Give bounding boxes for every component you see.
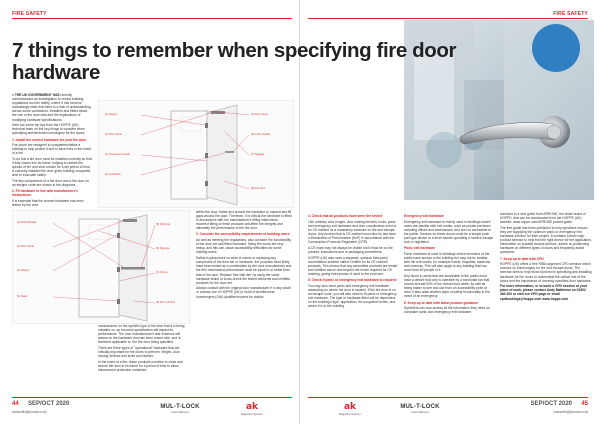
fire-door-diagram [98,100,294,208]
col6-p4: Specifiers can now access all the information they need on compliant panic and emergency exit hardware [404,306,490,315]
logo-ak: ak [245,402,259,412]
logo-ak: ak [343,402,357,412]
logo-caption: Issue Takeover [171,411,189,414]
section-1-p2: To do this a fire door must be installed correctly so that it fully closes into its frame, helping to restrict the spread of fire and toxic smoke for a set period of time. A correctly installed fire door gives building occupants time to evacuate safely. [12,157,92,178]
col3-p2: There are three types of "operational" hardware that are critically important for fire doors to perform: hinges, door closing devices and locks and latches. [98,346,180,359]
issue-date-right: SEP/OCT 2020 [530,401,572,407]
header-rule [12,18,292,19]
intro-body: recently commissioned an investigation to review building regulations and fire safety, where it has become increasingly clear that there is a lack of understanding across some contractors, installers and fitters about the role of fire door sets and the implications of modifying hardware specifications. [12,93,91,122]
diagram2-label-left-3: (3) Hinges [17,269,29,272]
col5-p2: A CE mark may not always be visible but it must be on the product, instructions and or packaging somewhere. [308,245,393,254]
col4-p4: Always consult with the original door manufacturer if in any doubt or contact one of HOPPE (UK)'s Guild of Architectural Ironmongers (GAI) qualified experts for advice. [196,286,291,299]
col3-p1: manufacturer on the specific type of fire door that it is being installed on, as incorrect specification will impact its performance. The door manufacturer's test evidence will advise on the hardware that has been tested with, and is therefore applicable to, the fire door being specified. [98,324,185,345]
diagram1-label-left-1: (1) Hinges [105,113,117,116]
section-3-title: 3. Consider the accessibility requirements of building users [196,232,290,237]
header-rule [308,18,588,19]
logo-mul-t-lock: MUL-T-LOCK [160,404,200,410]
col5-p4: You may also need panic and emergency exit hardware depending on where the door is located. If the fire door is on an escape route, you will also need to fit panic or emergency exit hardware. The type of hardware fitted will be dependent on the building's type, application, its occupation levels, and where it is in the building. [308,283,397,309]
email-right: locksmith@journal.co.uk [553,410,588,414]
sponsor-logo-mul-t-lock-left [150,398,210,420]
column-4 [196,210,292,300]
section-tag: FIRE SAFETY [553,11,588,17]
diagram1-label-left-2: (2) Door closer [105,133,123,136]
col6-p1: Emergency exit hardware is mainly used in buildings where users are familiar with exit routes, such as private premises including offices and warehouses, and are not accessible to the public. Devices for these doors could be a simple push pad type device or a lever handle operating a mortice escape lock or nightlatch. [404,219,494,245]
diagram1-label-left-4: (4) Lock/latch [105,173,121,176]
panic-exit-title: Panic exit hardware [404,246,435,251]
diagram1-label-right-3: (7) Signage [251,153,265,156]
intro-lead: > THE UK GOVERNMENT HAS [12,93,60,97]
column-6 [404,212,494,316]
diagram1-label-right-2: (6) Lever handle [251,133,270,136]
diagram1-label-right-4: (8) Fire door [251,187,266,190]
logo-caption: Issue Takeover [411,411,429,414]
diagram2-label-left-4: (4) Seals [17,295,28,298]
sponsor-logo-ak-left [222,398,282,420]
section-1-title: 1. Install the correct hardware for your fire door [12,137,87,142]
logo-caption: Magazine Sponsor [339,413,361,416]
diagram2-label-left-2: (2) Door closer [17,245,35,248]
col4-p2: As well as meeting the regulations, also consider the functionality of the door set and fitted hardware. Many fire doors are very heavy, and this can cause accessibility difficulties for some building users. [196,238,292,255]
col7-p3: HOPPE (UK) offers a free RIBA approved CPD seminar which focuses on ironmongery for fire and escape doors. The seminar aims to help those involved in specifying and installing hardware for fire doors to understand the critical role of fire doors and the importance of correctly specified door hardware. [500,262,592,283]
page-number-left: 44 [12,401,19,407]
section-2-p1: It is essential that the chosen hardware has been tested by the door [12,199,84,208]
email-left: locksmith@journal.co.uk [12,410,47,414]
issue-date-left: SEP/OCT 2020 [28,401,70,407]
page-number-right: 45 [581,401,588,407]
diagram2-label-right-4: (8) Fire exit door [156,301,176,304]
section-6-title: 6. Keep up to date with latest product guidance [404,300,479,305]
column-5 [308,212,398,310]
col6-p2: Panic hardware is used in buildings where members of the public have access to the building but may not be familiar with the exit routes, for example hotels, hospitals, stadiums and cinemas. This will also apply to any building that has more than 60 people in it. [404,251,491,273]
section-tag: FIRE SAFETY [12,11,47,17]
escape-door-diagram-illustration [13,211,189,323]
diagram1-label-left-3: (3) Intumescent seals [105,153,130,156]
col7-p1: solutions in a new guide from ARRONE, the sister brand of HOPPE, that can be downloaded from the HOPPE (UK) website: www.hoppe.com/ARRONE pocket-guide [500,212,586,225]
section-7-title: 7. Keep up to date with CPD [500,256,544,261]
section-5-title: 5. Check if panic or emergency exit hardware is required [308,278,397,283]
column-1 [12,93,92,209]
col5-p1: Like ordinary door hinges, door closing devices, locks, panic and emergency exit hardware and door coordinators need to be CE marked as a mandatory measure on fire and escape doors. Any product that is CE marked must also by law have a Declaration of Performance (DoP) in accordance with the Construction Products Regulation (CPR). [308,219,397,245]
sponsor-logo-ak-right [320,398,380,420]
diagram2-label-left-1: (1) Exit hardware [17,221,37,224]
diagram1-label-right-1: (5) Door frame [251,113,268,116]
col7-contact: For more information, or to book a CPD session at your place of work, please contact Andy Matthews on 01902 484 400 or visit our CPD page or email cpdbookings@hoppe.com www.hoppe.com [500,284,588,301]
column-7 [500,212,592,302]
col7-p2: The free guide has been published to help specifiers ensure they are supplying the optimum panic or emergency exit hardware solution for their project. It contains a three-step product selector to help find the right device for the application, information on suitable access devices, advice on positioning hardware on different types of doors and frequently asked questions. [500,225,592,255]
logo-mul-t-lock: MUL-T-LOCK [400,404,440,410]
column-3 [98,324,188,374]
col5-p3: HOPPE (UK) also uses a separate, optional third-party accreditation scheme called Certifire for its CE marked products. This means that any accredited products are tested and certified above and beyond the levels required for CE marking, giving extra peace of mind to the end user. [308,255,398,276]
col4-p1: within the door, frame and around the hardware to expand and fill gaps around the door. Therefore, it is critical the hardware is fitted in accordance with the manufacturer's fitting instructions. Incorrect fitting of these products will affect the integrity and ultimately the performance of the fire door. [196,210,292,231]
diagram2-label-right-2: (6) Signage [156,247,170,250]
col3-p3: In the event of a fire, these products combine to close and secure the door in its frame for a period of time to allow intumescent protection contained [98,359,183,373]
section-4-title: 4. Check that all products have been fire tested [308,214,382,218]
section-1-p1: Fire doors are designed to compartmentalise a building to help protect it and to save lives in the event of a fire. [12,143,92,156]
col4-p3: Safety is paramount so when it comes to replacing any component of the door set or hardware, the products must firstly have been tested as a combination by the door manufacturer and the fire/ mechanical performance must be equal to or better than that of the door. Replace 'like with like' by using the same hardware brand or cross-check the tested elements and certified products for the door set. [196,256,292,285]
section-2-title: 2. Fit hardware in line with manufacturer's instructions [12,189,78,198]
intro-body-2: Here are some top tips from the HOPPE (UK) technical team on the key things to consider when specifying architectural ironmongery for fire doors: [12,123,86,136]
emergency-exit-title: Emergency exit hardware [404,214,444,218]
col6-p3: Any doors in areas that are accessible to the public must have a device that only is operable by a horizontal bar that covers at least 60% of the overall door width. As well as being easier to see and use from an accessibility point of view, it also adds another layer of safety functionality in the event of an emergency. [404,274,490,299]
section-1-p3: The key components of a fire door and a fire door on an escape route are shown in the diagrams. [12,179,89,188]
escape-door-diagram [12,210,190,324]
article-headline: 7 things to remember when specifying fire door hardware [12,39,457,84]
sponsor-logo-mul-t-lock-right [390,398,450,420]
diagram2-label-right-3: (7) Frame [156,271,168,274]
logo-caption: Magazine Sponsor [241,413,263,416]
diagram2-label-right-1: (5) Push bar [156,223,171,226]
